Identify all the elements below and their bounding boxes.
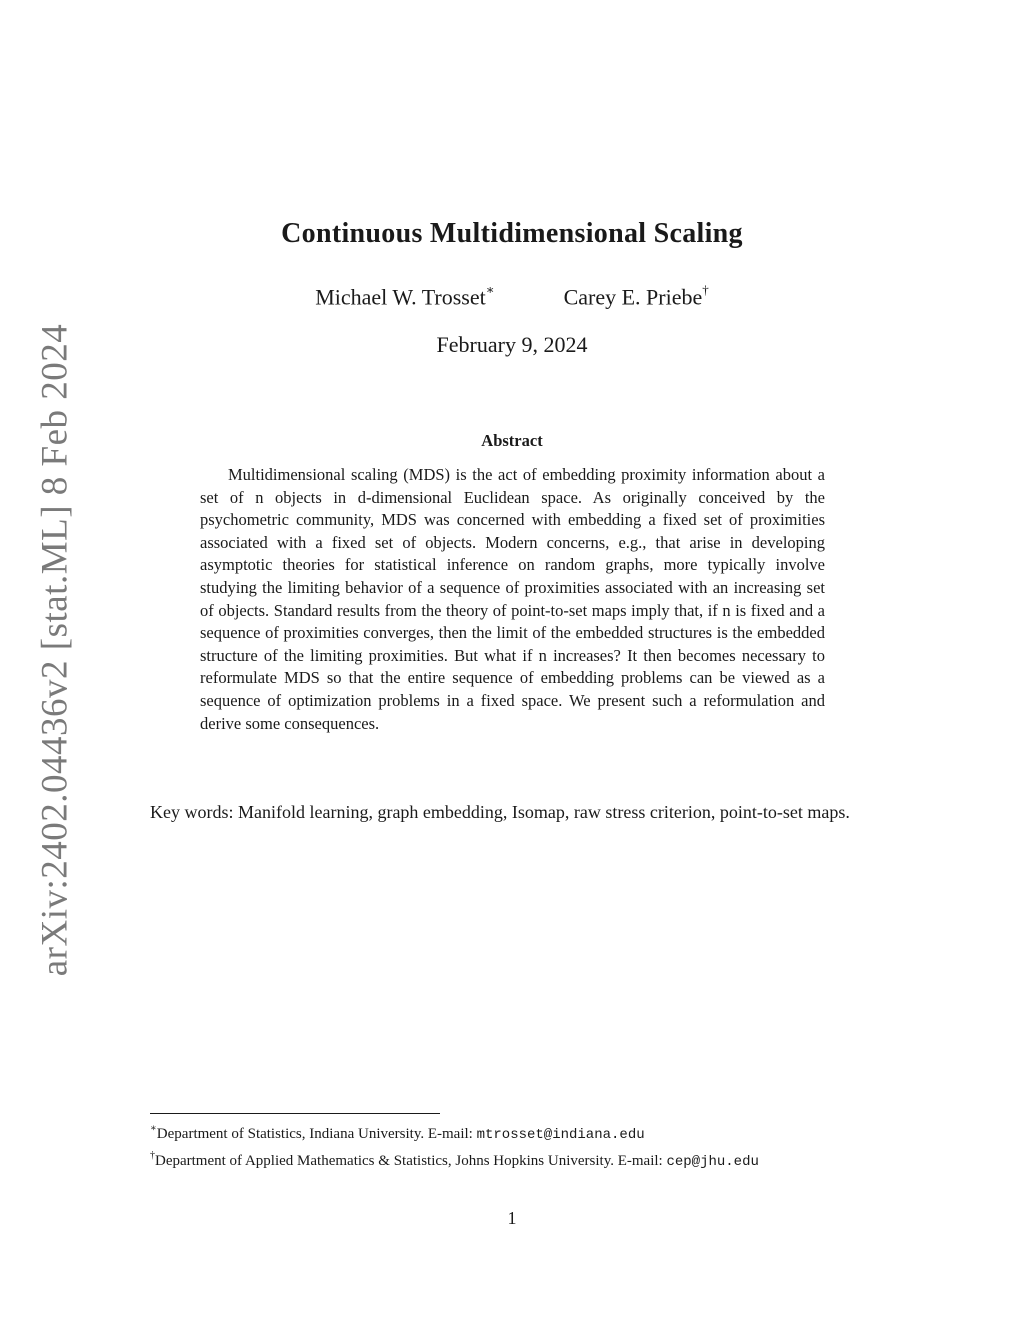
author-list <box>0 284 1024 310</box>
abstract-heading: Abstract <box>481 431 543 450</box>
footnote-2 <box>150 1146 874 1173</box>
footnote-1-text: Department of Statistics, Indiana University. E-mail: <box>156 1126 477 1142</box>
author-1 <box>315 284 494 310</box>
footnote-2-text: Department of Applied Mathematics & Statistics, Johns Hopkins University. E-mail: <box>155 1153 667 1169</box>
author-1-name: Michael W. Trosset <box>315 284 486 310</box>
footnotes <box>150 1119 874 1173</box>
footnote-1-email-link[interactable]: mtrosset@indiana.edu <box>476 1127 645 1143</box>
footnote-1 <box>150 1119 874 1146</box>
paper-date: February 9, 2024 <box>436 332 588 357</box>
paper-title: Continuous Multidimensional Scaling <box>281 218 743 249</box>
author-2-footnote-mark: † <box>702 282 709 297</box>
footnote-1-mark: ∗ <box>150 1123 157 1134</box>
footnote-2-mark: † <box>150 1150 155 1161</box>
footnote-2-email-link[interactable]: cep@jhu.edu <box>666 1154 759 1170</box>
author-2-name: Carey E. Priebe <box>563 284 703 310</box>
abstract-body: Multidimensional scaling (MDS) is the act of embedding proximity information about a set of n objects in d-dimensional Euclidean space. As originally conceived by the psychometric community, MDS was concerned with embedding a fixed set of proximities associated with a fixed set of objects. Modern concerns, e.g., that arise in developing asymptotic theories for statistical inference on random graphs, more typically involve studying the limiting behavior of a sequence of proximities associated with an increasing set of objects. Standard results from the theory of point-to-set maps imply that, if n is fixed and a sequence of proximities converges, then the limit of the embedded structures is the embedded structure of the limiting proximities. But what if n increases? It then becomes necessary to reformulate MDS so that the entire sequence of embedding problems can be viewed as a sequence of optimization problems in a fixed space. We present such a reformulation and derive some consequences. <box>200 465 825 733</box>
arxiv-identifier-stamp: arXiv:2402.04436v2 [stat.ML] 8 Feb 2024 <box>34 323 76 977</box>
author-1-footnote-mark: ∗ <box>485 282 495 297</box>
footnote-rule <box>150 1113 440 1114</box>
author-2 <box>564 284 709 310</box>
page-number: 1 <box>507 1208 517 1228</box>
keywords: Key words: Manifold learning, graph embedding, Isomap, raw stress criterion, point-to-set maps. <box>150 802 850 822</box>
